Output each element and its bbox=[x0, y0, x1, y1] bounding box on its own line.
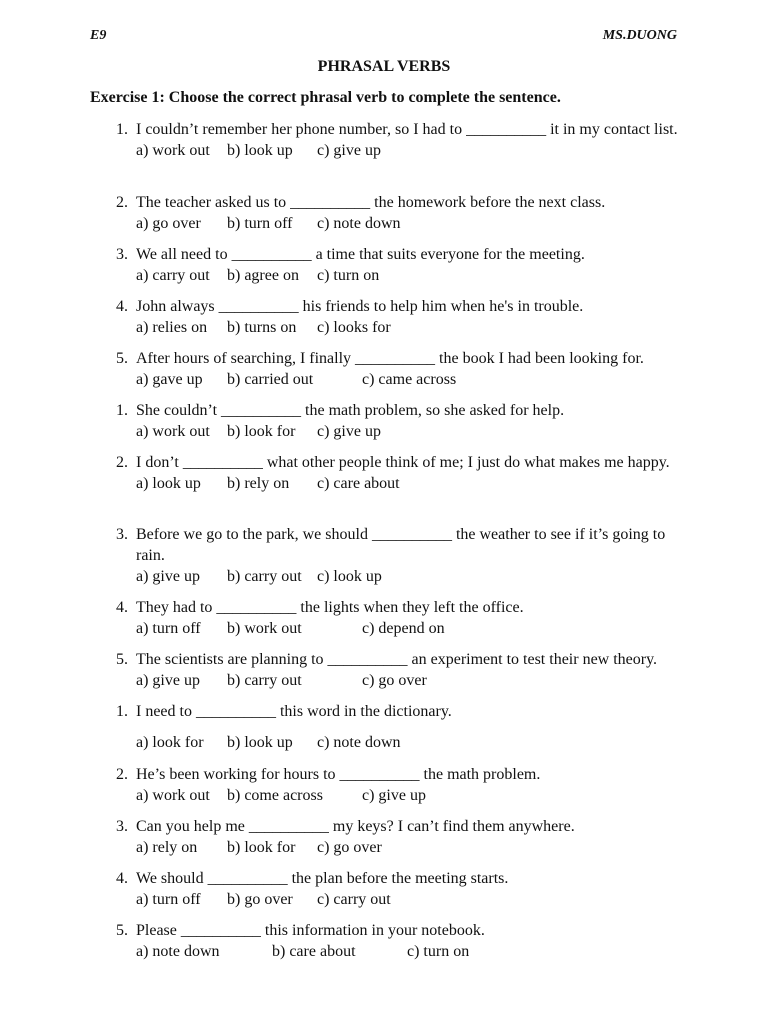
question-item bbox=[112, 764, 682, 806]
answer-option: a) go over bbox=[136, 215, 201, 232]
answer-option: a) note down bbox=[136, 943, 220, 960]
question-text: After hours of searching, I finally __________ the book I had been looking for. bbox=[136, 350, 644, 367]
answer-option: b) rely on bbox=[227, 475, 290, 492]
question-text: We should __________ the plan before the meeting starts. bbox=[136, 870, 509, 887]
question-text: Please __________ this information in your notebook. bbox=[136, 922, 485, 939]
question-number: 4. bbox=[116, 870, 128, 887]
question-text: We all need to __________ a time that suits everyone for the meeting. bbox=[136, 246, 585, 263]
question-number: 1. bbox=[116, 121, 128, 138]
answer-option: b) look up bbox=[227, 734, 293, 751]
option-row bbox=[136, 140, 682, 161]
question-number: 4. bbox=[116, 298, 128, 315]
question-number: 3. bbox=[116, 818, 128, 835]
page-title: PHRASAL VERBS bbox=[317, 58, 451, 75]
answer-option: c) look up bbox=[317, 568, 382, 585]
answer-option: c) go over bbox=[317, 839, 382, 856]
answer-option: b) carry out bbox=[227, 672, 302, 689]
option-row bbox=[136, 618, 682, 639]
answer-option: b) carry out bbox=[227, 568, 302, 585]
question-item bbox=[112, 597, 682, 639]
answer-option: a) look for bbox=[136, 734, 204, 751]
question-item bbox=[112, 649, 682, 691]
answer-option: b) work out bbox=[227, 620, 302, 637]
answer-option: c) give up bbox=[317, 423, 381, 440]
answer-option: a) work out bbox=[136, 423, 210, 440]
option-row bbox=[136, 732, 682, 753]
option-row bbox=[136, 369, 682, 390]
question-item bbox=[112, 701, 682, 753]
answer-option: c) came across bbox=[362, 371, 457, 388]
question-item bbox=[112, 296, 682, 338]
answer-option: b) look for bbox=[227, 839, 296, 856]
answer-option: b) agree on bbox=[227, 267, 299, 284]
answer-option: a) work out bbox=[136, 787, 210, 804]
question-number: 1. bbox=[116, 402, 128, 419]
answer-option: c) go over bbox=[362, 672, 427, 689]
header-right: MS.DUONG bbox=[602, 28, 677, 43]
question-number: 3. bbox=[116, 246, 128, 263]
question-item bbox=[112, 920, 682, 962]
answer-option: a) give up bbox=[136, 568, 200, 585]
question-text: Can you help me __________ my keys? I can’t find them anywhere. bbox=[136, 818, 575, 835]
answer-option: b) carried out bbox=[227, 371, 314, 388]
question-item bbox=[112, 244, 682, 286]
answer-option: c) note down bbox=[317, 215, 401, 232]
exercise-instruction: Exercise 1: Choose the correct phrasal verb to complete the sentence. bbox=[90, 89, 561, 106]
answer-option: a) give up bbox=[136, 672, 200, 689]
option-row bbox=[136, 670, 682, 691]
answer-option: c) care about bbox=[317, 475, 400, 492]
question-number: 4. bbox=[116, 599, 128, 616]
question-text: I need to __________ this word in the dictionary. bbox=[136, 703, 452, 720]
answer-option: c) depend on bbox=[362, 620, 445, 637]
question-text: They had to __________ the lights when they left the office. bbox=[136, 599, 524, 616]
question-number: 5. bbox=[116, 350, 128, 367]
question-item bbox=[112, 192, 682, 234]
question-item bbox=[112, 524, 682, 587]
option-row bbox=[136, 941, 682, 962]
question-number: 1. bbox=[116, 703, 128, 720]
header-left: E9 bbox=[90, 28, 107, 43]
answer-option: a) look up bbox=[136, 475, 201, 492]
answer-option: b) look for bbox=[227, 423, 296, 440]
question-text: Before we go to the park, we should __________ the weather to see if it’s going to rain. bbox=[136, 526, 666, 564]
question-text: John always __________ his friends to help him when he's in trouble. bbox=[136, 298, 584, 315]
answer-option: b) care about bbox=[272, 943, 356, 960]
option-row bbox=[136, 566, 682, 587]
answer-option: c) carry out bbox=[317, 891, 391, 908]
answer-option: b) turn off bbox=[227, 215, 293, 232]
answer-option: b) go over bbox=[227, 891, 293, 908]
option-row bbox=[136, 785, 682, 806]
question-text: The scientists are planning to __________ an experiment to test their new theory. bbox=[136, 651, 658, 668]
question-item bbox=[112, 816, 682, 858]
question-text: She couldn’t __________ the math problem, so she asked for help. bbox=[136, 402, 565, 419]
answer-option: a) turn off bbox=[136, 620, 201, 637]
option-row bbox=[136, 317, 682, 338]
question-text: He’s been working for hours to __________ the math problem. bbox=[136, 766, 541, 783]
option-row bbox=[136, 889, 682, 910]
question-number: 3. bbox=[116, 526, 128, 543]
question-number: 5. bbox=[116, 651, 128, 668]
question-item bbox=[112, 400, 682, 442]
question-number: 2. bbox=[116, 766, 128, 783]
question-number: 2. bbox=[116, 194, 128, 211]
question-item bbox=[112, 348, 682, 390]
answer-option: c) turn on bbox=[317, 267, 380, 284]
answer-option: a) gave up bbox=[136, 371, 203, 388]
answer-option: c) turn on bbox=[407, 943, 470, 960]
question-text: I don’t __________ what other people think of me; I just do what makes me happy. bbox=[136, 454, 670, 471]
answer-option: c) looks for bbox=[317, 319, 391, 336]
answer-option: b) turns on bbox=[227, 319, 297, 336]
question-number: 5. bbox=[116, 922, 128, 939]
question-item bbox=[112, 452, 682, 494]
option-row bbox=[136, 213, 682, 234]
answer-option: b) come across bbox=[227, 787, 323, 804]
question-text: I couldn’t remember her phone number, so I had to __________ it in my contact list. bbox=[136, 121, 678, 138]
question-number: 2. bbox=[116, 454, 128, 471]
option-row bbox=[136, 265, 682, 286]
question-item bbox=[112, 868, 682, 910]
answer-option: c) note down bbox=[317, 734, 401, 751]
answer-option: c) give up bbox=[362, 787, 426, 804]
answer-option: b) look up bbox=[227, 142, 293, 159]
answer-option: a) turn off bbox=[136, 891, 201, 908]
answer-option: a) relies on bbox=[136, 319, 208, 336]
answer-option: a) carry out bbox=[136, 267, 210, 284]
answer-option: a) rely on bbox=[136, 839, 198, 856]
question-text: The teacher asked us to __________ the homework before the next class. bbox=[136, 194, 606, 211]
answer-option: a) work out bbox=[136, 142, 210, 159]
option-row bbox=[136, 421, 682, 442]
question-item bbox=[112, 119, 682, 161]
option-row bbox=[136, 837, 682, 858]
answer-option: c) give up bbox=[317, 142, 381, 159]
option-row bbox=[136, 473, 682, 494]
